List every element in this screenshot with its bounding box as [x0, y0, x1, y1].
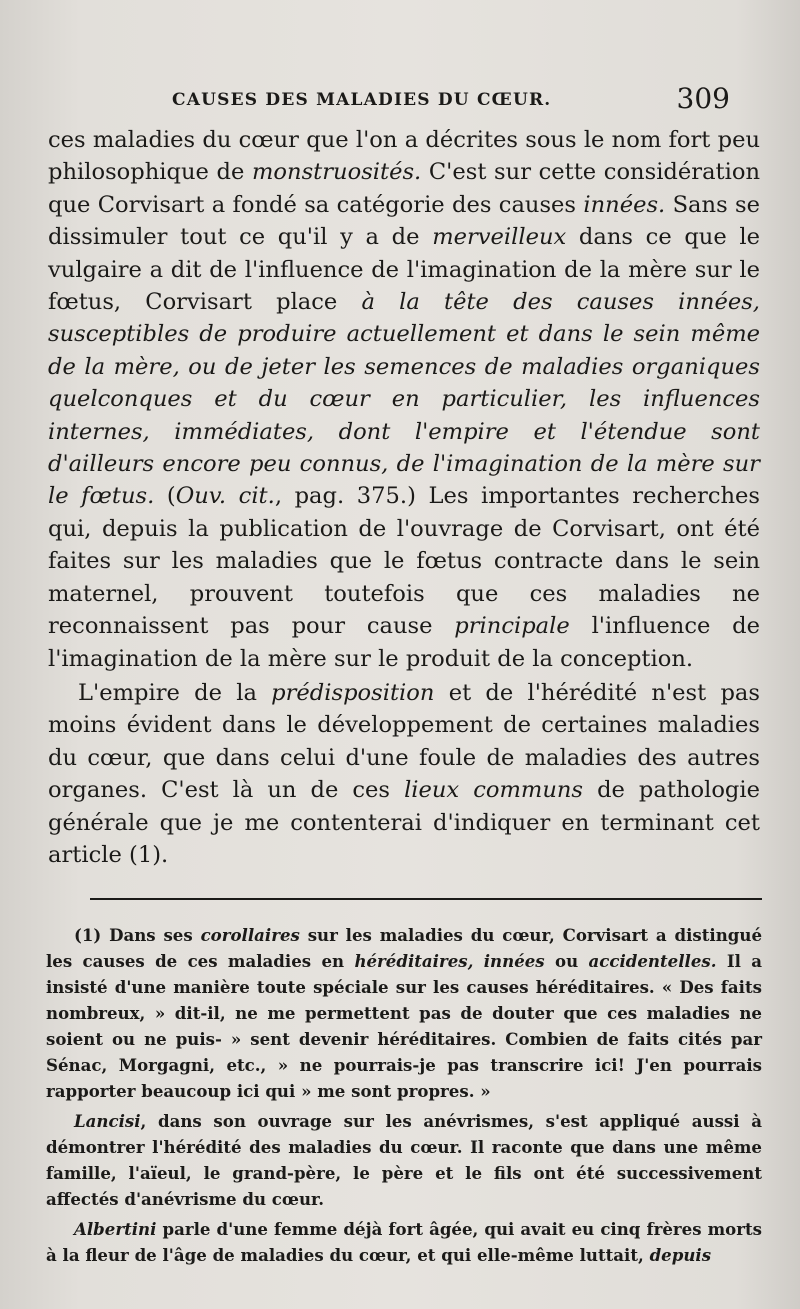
italic-term: accidentelles. [588, 951, 717, 971]
italic-term: lieux communs [404, 777, 584, 804]
page-number: 309 [676, 82, 730, 115]
italic-term: prédisposition [271, 679, 435, 706]
italic-term: héréditaires, innées [354, 951, 545, 971]
italic-author: Lancisi [74, 1111, 141, 1131]
paragraph-1: ces maladies du cœur que l'on a décrites sous le nom fort peu philosophique de monstruosités. C'est sur cette considération que Corvisart a fondé sa catégorie des causes innées. Sans se dissimuler tout ce qu'il y a de merveilleux dans ce que le vulgaire a dit de l'influence de l'imagination de la mère sur le fœtus, Corvisart place à la tête des causes innées, susceptibles de produire actuellement et dans le sein même de la mère, ou de jeter les semences de maladies organiques quelconques et du cœur en particulier, les influences internes, immédiates, dont l'empire et l'étendue sont d'ailleurs encore peu connus, de l'imagination de la mère sur le fœtus. (Ouv. cit., pag. 375.) Les importantes recherches qui, depuis la publication de l'ouvrage de Corvisart, ont été faites sur les maladies que le fœtus contracte dans le sein maternel, prouvent toutefois que ces maladies ne reconnaissent pas pour cause principale l'influence de l'imagination de la mère sur le produit de la conception. [48, 127, 761, 672]
footnote-rule [90, 898, 762, 900]
italic-author: Albertini [74, 1219, 157, 1239]
footnote-1: (1) Dans ses corollaires sur les maladies du cœur, Corvisart a distingué les causes de ces maladies en héréditaires, innées ou accidentelles. Il a insisté d'une manière toute spéciale sur les causes héréditaires. « Des faits nombreux, » dit-il, ne me permettent pas de douter que ces maladies ne soient ou ne puis- » sent devenir héréditaires. Combien de faits cités par Sénac, Morgagni, etc., » ne pourrais-je pas transcrire ici! J'en pourrais rapporter beaucoup ici qui » me sont propres. » [46, 925, 763, 1101]
italic-term: corollaires [200, 925, 300, 945]
main-text [48, 124, 760, 871]
italic-citation: Ouv. cit. [175, 483, 275, 510]
footnotes [46, 922, 762, 1268]
italic-term: depuis [649, 1245, 712, 1265]
italic-term: principale [454, 613, 570, 640]
paragraph-2: L'empire de la prédisposition et de l'hérédité n'est pas moins évident dans le développement de certaines maladies du cœur, que dans celui d'une foule de maladies des autres organes. C'est là un de ces lieux communs de pathologie générale que je me contenterai d'indiquer en terminant cet article (1). [48, 679, 760, 868]
page-header [172, 82, 760, 116]
italic-term: merveilleux [432, 224, 567, 251]
footnote-lancisi: Lancisi, dans son ouvrage sur les anévrismes, s'est appliqué aussi à démontrer l'hérédité des maladies du cœur. Il raconte que dans une même famille, l'aïeul, le grand-père, le père et le fils ont été successivement affectés d'anévrisme du cœur. [46, 1111, 762, 1209]
running-title: CAUSES DES MALADIES DU CŒUR. [172, 90, 552, 110]
italic-quotation: à la tête des causes innées, susceptibles de produire actuellement et dans le sein même de la mère, ou de jeter les semences de maladies organiques quelconques et du cœur en particulier, les influences internes, immédiates, dont l'empire et l'étendue sont d'ailleurs encore peu connus, de l'imagination de la mère sur le fœtus. [48, 289, 760, 510]
italic-term: monstruosités. [251, 159, 422, 186]
footnote-albertini: Albertini parle d'une femme déjà fort âgée, qui avait eu cinq frères morts à la fleur de l'âge de maladies du cœur, et qui elle-même luttait, depuis [46, 1219, 762, 1265]
italic-term: innées. [583, 191, 666, 218]
